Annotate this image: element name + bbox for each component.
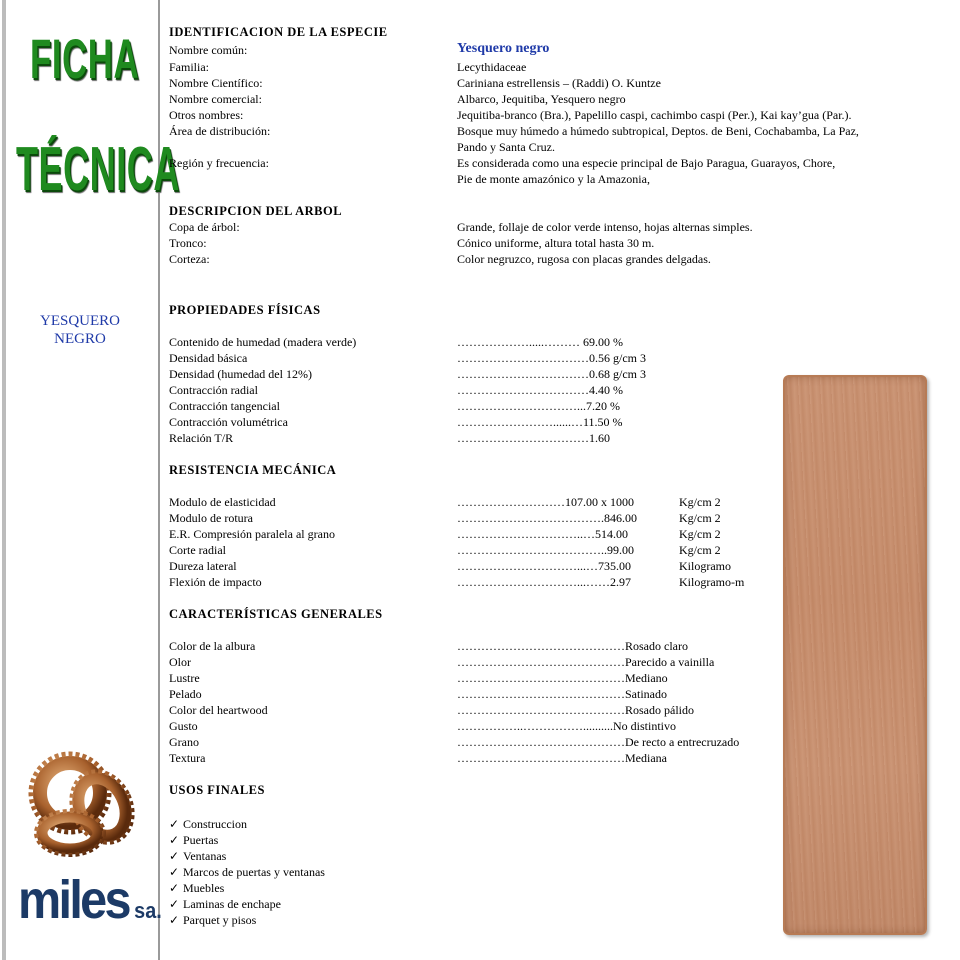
- value-dureza: …………………………...…735.00: [457, 559, 631, 573]
- value-densidad-12: ……………………………0.68 g/cm 3: [457, 367, 646, 381]
- section-heading-mecanica: RESISTENCIA MECÁNICA: [169, 463, 337, 477]
- label-humedad: Contenido de humedad (madera verde): [169, 335, 357, 349]
- value-nombre-comercial: Albarco, Jequitiba, Yesquero negro: [457, 92, 626, 106]
- company-logo: [18, 872, 162, 939]
- section-heading-generales: CARACTERÍSTICAS GENERALES: [169, 607, 383, 621]
- label-nombre-comun: Nombre común:: [169, 43, 248, 57]
- sidebar-species-name: [0, 312, 160, 348]
- label-grano: Grano: [169, 735, 199, 749]
- value-region-frecuencia-cont: Pie de monte amazónico y la Amazonia,: [457, 172, 650, 186]
- label-elasticidad: Modulo de elasticidad: [169, 495, 276, 509]
- value-rotura: ……………………………….846.00: [457, 511, 637, 525]
- value-color-albura: ……………………………………Rosado claro: [457, 639, 688, 653]
- value-contraccion-radial: ……………………………4.40 %: [457, 383, 623, 397]
- value-copa: Grande, follaje de color verde intenso, hojas alternas simples.: [457, 220, 753, 234]
- check-icon: ✓: [169, 865, 180, 879]
- value-nombre-comun: Yesquero negro: [457, 41, 550, 56]
- label-nombre-comercial: Nombre comercial:: [169, 92, 262, 106]
- value-textura: ……………………………………Mediana: [457, 751, 667, 765]
- label-color-heartwood: Color del heartwood: [169, 703, 268, 717]
- value-familia: Lecythidaceae: [457, 60, 527, 74]
- label-familia: Familia:: [169, 60, 209, 74]
- label-area-distribucion: Área de distribución:: [169, 124, 271, 138]
- section-heading-descripcion: DESCRIPCION DEL ARBOL: [169, 204, 343, 218]
- value-olor: ……………………………………Parecido a vainilla: [457, 655, 715, 669]
- unit-compresion: Kg/cm 2: [679, 527, 721, 541]
- section-heading-identificacion: IDENTIFICACION DE LA ESPECIE: [169, 25, 388, 39]
- value-region-frecuencia: Es considerada como una especie principal de Bajo Paragua, Guarayos, Chore,: [457, 156, 836, 170]
- logo-suffix: sa.: [134, 898, 162, 923]
- check-icon: ✓: [169, 817, 180, 831]
- list-item: ✓ Puertas: [169, 833, 219, 847]
- label-olor: Olor: [169, 655, 191, 669]
- label-corteza: Corteza:: [169, 252, 210, 266]
- label-dureza: Dureza lateral: [169, 559, 237, 573]
- sidebar-species-line1: YESQUERO: [39, 313, 120, 329]
- label-contraccion-tangencial: Contracción tangencial: [169, 399, 280, 413]
- value-gusto: ……………..……………..........No distintivo: [457, 719, 677, 733]
- label-flexion: Flexión de impacto: [169, 575, 262, 589]
- list-item: ✓ Construccion: [169, 817, 247, 831]
- value-otros-nombres: Jequitiba-branco (Bra.), Papelillo caspi, cachimbo caspi (Per.), Kai kay’gua (Par.).: [457, 108, 852, 122]
- check-icon: ✓: [169, 913, 180, 927]
- value-pelado: ……………………………………Satinado: [457, 687, 667, 701]
- label-tronco: Tronco:: [169, 236, 207, 250]
- list-item: ✓ Parquet y pisos: [169, 913, 257, 927]
- value-contraccion-volumetrica: ……………………......…11.50 %: [457, 415, 623, 429]
- list-item: ✓ Ventanas: [169, 849, 227, 863]
- label-region-frecuencia: Región y frecuencia:: [169, 156, 269, 170]
- section-heading-usos: USOS FINALES: [169, 783, 265, 797]
- list-item: ✓ Marcos de puertas y ventanas: [169, 865, 325, 879]
- value-densidad-basica: ……………………………0.56 g/cm 3: [457, 351, 646, 365]
- gears-icon: [22, 745, 142, 865]
- unit-corte-radial: Kg/cm 2: [679, 543, 721, 557]
- unit-flexion: Kilogramo-m: [679, 575, 745, 589]
- label-lustre: Lustre: [169, 671, 200, 685]
- check-icon: ✓: [169, 833, 180, 847]
- label-copa: Copa de árbol:: [169, 220, 240, 234]
- value-corte-radial: ………………………………..99.00: [457, 543, 634, 557]
- value-color-heartwood: ……………………………………Rosado pálido: [457, 703, 694, 717]
- value-area-distribucion: Bosque muy húmedo a húmedo subtropical, Deptos. de Beni, Cochabamba, La Paz,: [457, 124, 859, 138]
- label-contraccion-radial: Contracción radial: [169, 383, 258, 397]
- sidebar-species-line2: NEGRO: [54, 331, 106, 347]
- value-humedad: ……………….....……… 69.00 %: [457, 335, 623, 349]
- label-contraccion-volumetrica: Contracción volumétrica: [169, 415, 288, 429]
- label-compresion: E.R. Compresión paralela al grano: [169, 527, 335, 541]
- list-item: ✓ Muebles: [169, 881, 225, 895]
- title-tecnica: TÉCNICA: [16, 135, 180, 204]
- value-compresion: …………………………..…514.00: [457, 527, 628, 541]
- section-heading-fisicas: PROPIEDADES FÍSICAS: [169, 303, 321, 317]
- value-contraccion-tangencial: …………………………...7.20 %: [457, 399, 620, 413]
- label-otros-nombres: Otros nombres:: [169, 108, 244, 122]
- label-densidad-12: Densidad (humedad del 12%): [169, 367, 312, 381]
- label-rotura: Modulo de rotura: [169, 511, 253, 525]
- logo-text: miles: [18, 870, 129, 930]
- value-lustre: ……………………………………Mediano: [457, 671, 668, 685]
- list-item: ✓ Laminas de enchape: [169, 897, 281, 911]
- unit-dureza: Kilogramo: [679, 559, 731, 573]
- check-icon: ✓: [169, 881, 180, 895]
- value-area-distribucion-cont: Pando y Santa Cruz.: [457, 140, 555, 154]
- value-flexion: …………………………...……2.97: [457, 575, 631, 589]
- value-relacion-tr: ……………………………1.60: [457, 431, 610, 445]
- value-grano: ……………………………………De recto a entrecruzado: [457, 735, 740, 749]
- value-corteza: Color negruzco, rugosa con placas grandes delgadas.: [457, 252, 711, 266]
- wood-sample-image: [783, 375, 927, 935]
- value-elasticidad: ………………………107.00 x 1000: [457, 495, 634, 509]
- value-tronco: Cónico uniforme, altura total hasta 30 m.: [457, 236, 655, 250]
- label-gusto: Gusto: [169, 719, 198, 733]
- label-corte-radial: Corte radial: [169, 543, 226, 557]
- unit-elasticidad: Kg/cm 2: [679, 495, 721, 509]
- label-densidad-basica: Densidad básica: [169, 351, 248, 365]
- label-nombre-cientifico: Nombre Científico:: [169, 76, 263, 90]
- label-textura: Textura: [169, 751, 206, 765]
- label-relacion-tr: Relación T/R: [169, 431, 234, 445]
- check-icon: ✓: [169, 897, 180, 911]
- check-icon: ✓: [169, 849, 180, 863]
- unit-rotura: Kg/cm 2: [679, 511, 721, 525]
- label-color-albura: Color de la albura: [169, 639, 256, 653]
- value-nombre-cientifico: Cariniana estrellensis – (Raddi) O. Kuntze: [457, 76, 661, 90]
- label-pelado: Pelado: [169, 687, 202, 701]
- title-ficha: FICHA: [30, 27, 140, 90]
